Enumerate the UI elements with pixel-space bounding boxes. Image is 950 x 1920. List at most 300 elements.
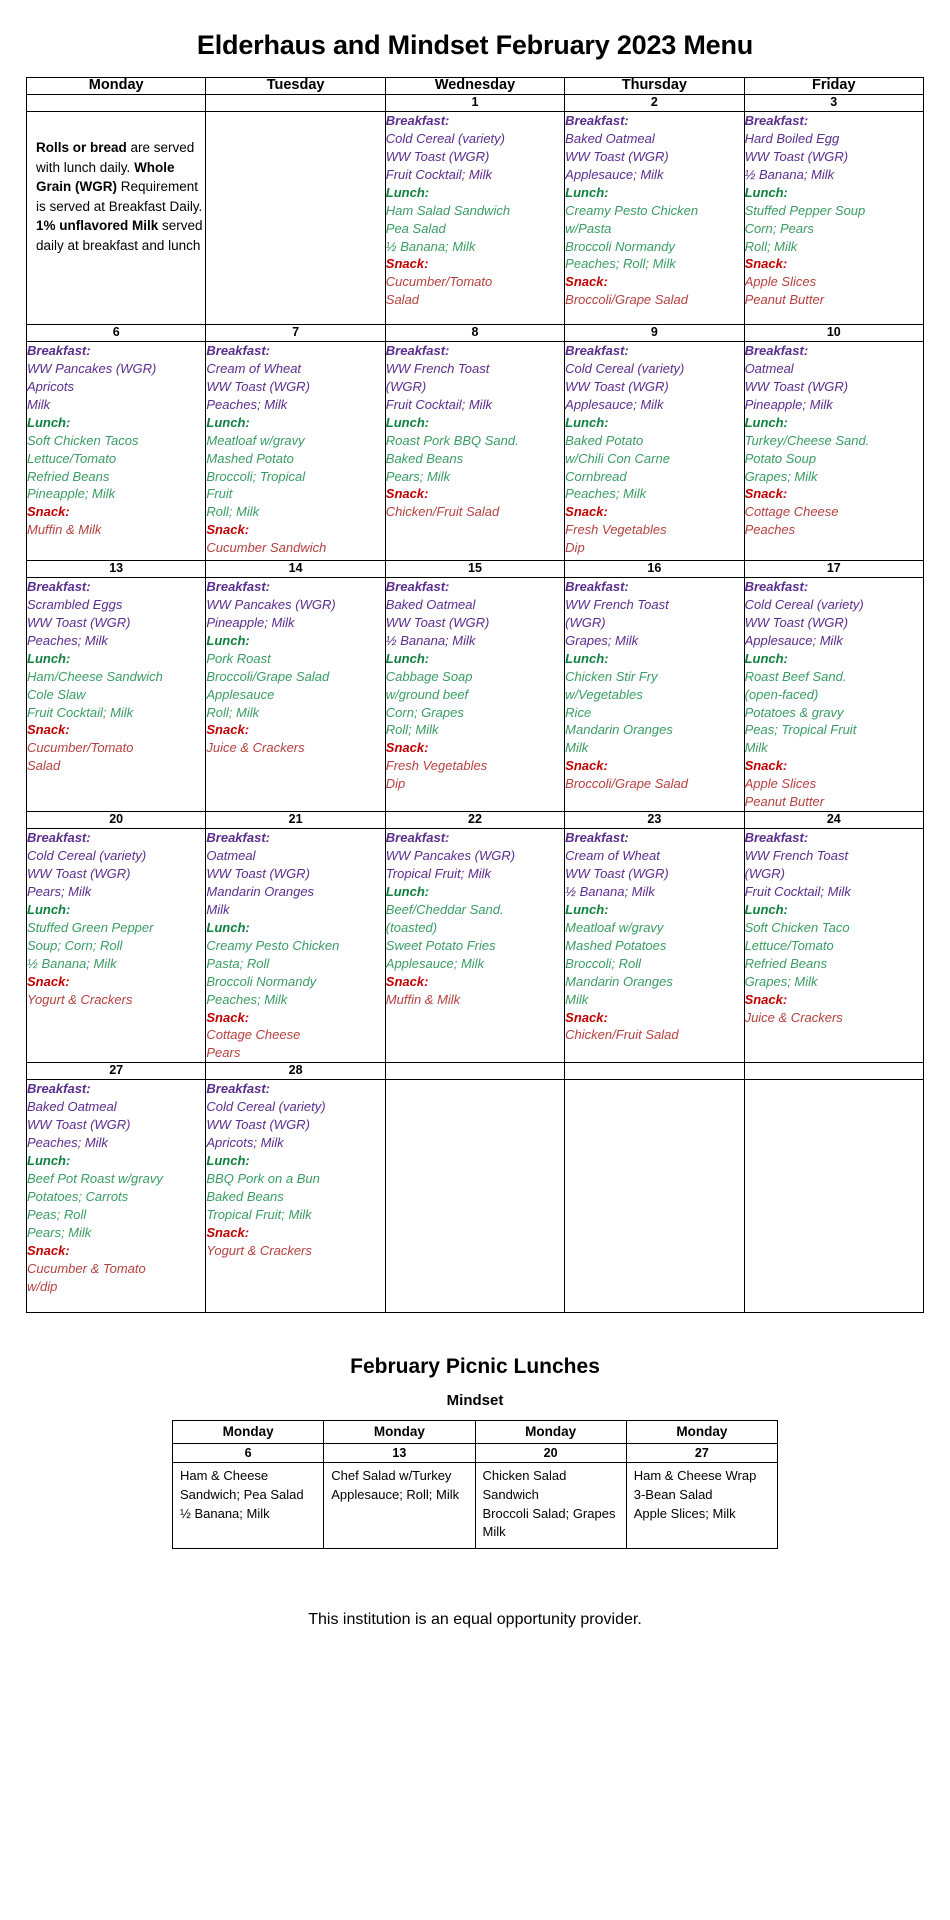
- lunch-item: ½ Banana; Milk: [385, 238, 476, 254]
- date-number-cell: 7: [206, 324, 385, 341]
- snack-label: Snack:: [744, 486, 788, 502]
- breakfast-item: Cold Cereal (variety): [385, 130, 505, 146]
- breakfast-item: Baked Oatmeal: [565, 130, 655, 146]
- breakfast-item: Pineapple; Milk: [744, 396, 833, 412]
- date-number-cell: 2: [565, 94, 744, 111]
- breakfast-item: WW Toast (WGR): [206, 866, 310, 881]
- equal-opportunity-note: This institution is an equal opportunity provider.: [308, 1611, 642, 1629]
- calendar-date-row: [27, 324, 924, 341]
- lunch-block: [386, 883, 564, 973]
- lunch-block: [27, 650, 205, 722]
- snack-label: Snack:: [744, 758, 788, 774]
- lunch-item: Ham/Cheese Sandwich: [27, 668, 163, 684]
- snack-label: Snack:: [385, 740, 429, 756]
- empty-day-cell: [206, 111, 385, 324]
- snack-label: Snack:: [206, 522, 250, 538]
- date-number-cell: 16: [565, 560, 744, 577]
- breakfast-block: [27, 1080, 205, 1152]
- breakfast-block: [27, 342, 205, 414]
- lunch-item: Pasta; Roll: [206, 955, 270, 971]
- snack-item: Dip: [385, 776, 406, 792]
- day-menu-cell: [206, 577, 385, 811]
- snack-block: [386, 739, 564, 793]
- lunch-item: Roll; Milk: [744, 238, 798, 254]
- date-number-cell: [565, 1063, 744, 1080]
- lunch-label: Lunch:: [385, 650, 430, 666]
- snack-item: Yogurt & Crackers: [206, 1242, 312, 1258]
- breakfast-item: WW Toast (WGR): [27, 866, 131, 881]
- lunch-item: Stuffed Pepper Soup: [744, 202, 866, 218]
- breakfast-item: (WGR): [385, 378, 427, 394]
- lunch-label: Lunch:: [206, 414, 250, 430]
- date-number-cell: 22: [385, 812, 564, 829]
- breakfast-item: ½ Banana; Milk: [385, 632, 476, 648]
- breakfast-item: Cream of Wheat: [565, 848, 660, 864]
- lunch-item: Creamy Pesto Chicken: [206, 937, 340, 953]
- picnic-item: Milk: [482, 1524, 506, 1540]
- snack-item: Salad: [27, 758, 61, 774]
- snack-block: [565, 757, 743, 793]
- snack-item: Cucumber & Tomato: [27, 1260, 146, 1276]
- picnic-item: Ham & Cheese: [180, 1468, 269, 1484]
- day-menu-cell: [744, 829, 923, 1063]
- empty-day-cell: [385, 1080, 564, 1313]
- lunch-item: Broccoli/Grape Salad: [206, 668, 330, 684]
- lunch-item: Grapes; Milk: [744, 973, 818, 989]
- lunch-label: Lunch:: [206, 919, 250, 935]
- lunch-block: [565, 414, 743, 504]
- breakfast-item: Cold Cereal (variety): [206, 1099, 326, 1115]
- date-number-cell: 3: [744, 94, 923, 111]
- snack-block: [27, 503, 205, 539]
- calendar-body: [27, 94, 924, 1312]
- picnic-item: Chef Salad w/Turkey: [331, 1468, 452, 1484]
- lunch-item: Ham Salad Sandwich: [385, 202, 511, 218]
- lunch-block: [206, 414, 384, 522]
- lunch-item: Roast Beef Sand.: [744, 668, 847, 684]
- day-menu-cell: [27, 829, 206, 1063]
- picnic-item: ½ Banana; Milk: [180, 1505, 270, 1521]
- snack-block: [745, 757, 923, 811]
- lunch-item: Pears; Milk: [27, 1224, 92, 1240]
- snack-item: Chicken/Fruit Salad: [565, 1027, 679, 1043]
- snack-label: Snack:: [206, 722, 250, 738]
- snack-block: [27, 721, 205, 775]
- day-menu-cell: [565, 341, 744, 560]
- picnic-menu-cell: [626, 1463, 777, 1549]
- breakfast-label: Breakfast:: [206, 1081, 270, 1097]
- lunch-label: Lunch:: [206, 632, 250, 648]
- breakfast-item: ½ Banana; Milk: [565, 883, 655, 899]
- snack-block: [565, 1009, 743, 1045]
- lunch-item: Potatoes & gravy: [744, 704, 844, 720]
- breakfast-item: WW Toast (WGR): [565, 148, 669, 164]
- picnic-menu-cell: [173, 1463, 324, 1549]
- snack-label: Snack:: [744, 991, 788, 1007]
- lunch-label: Lunch:: [206, 1153, 250, 1169]
- day-menu-cell: [385, 829, 564, 1063]
- breakfast-item: Cold Cereal (variety): [565, 360, 685, 376]
- breakfast-label: Breakfast:: [744, 342, 809, 358]
- picnic-menu-cell: [324, 1463, 475, 1549]
- breakfast-block: [206, 1080, 384, 1152]
- lunch-item: Roll; Milk: [385, 722, 439, 738]
- snack-block: [27, 973, 205, 1009]
- breakfast-item: Scrambled Eggs: [27, 596, 123, 612]
- breakfast-item: WW Pancakes (WGR): [385, 848, 516, 864]
- snack-label: Snack:: [565, 758, 608, 774]
- breakfast-item: Grapes; Milk: [565, 632, 639, 648]
- date-number-cell: 20: [27, 812, 206, 829]
- calendar-date-row: [27, 812, 924, 829]
- calendar-date-row: [27, 560, 924, 577]
- snack-label: Snack:: [385, 973, 429, 989]
- date-number-cell: 14: [206, 560, 385, 577]
- snack-label: Snack:: [385, 486, 429, 502]
- picnic-lunches-table: [172, 1420, 778, 1549]
- date-number-cell: 10: [744, 324, 923, 341]
- lunch-label: Lunch:: [27, 414, 71, 430]
- lunch-item: Peas; Tropical Fruit: [744, 722, 857, 738]
- lunch-item: Broccoli; Tropical: [206, 468, 306, 484]
- breakfast-item: Baked Oatmeal: [27, 1099, 117, 1115]
- breakfast-block: [206, 578, 384, 632]
- breakfast-item: WW Toast (WGR): [385, 148, 490, 164]
- date-number-cell: [206, 94, 385, 111]
- snack-label: Snack:: [206, 1009, 250, 1025]
- lunch-item: Peaches; Milk: [206, 991, 288, 1007]
- lunch-item: Potato Soup: [744, 450, 817, 466]
- lunch-item: Milk: [565, 740, 589, 756]
- breakfast-item: Pears; Milk: [27, 883, 92, 899]
- lunch-block: [27, 414, 205, 504]
- lunch-item: Applesauce; Milk: [385, 955, 485, 971]
- lunch-item: Creamy Pesto Chicken: [565, 202, 699, 218]
- breakfast-item: WW Toast (WGR): [206, 378, 310, 394]
- breakfast-label: Breakfast:: [27, 830, 91, 846]
- lunch-item: Meatloaf w/gravy: [565, 919, 664, 935]
- lunch-item: ½ Banana; Milk: [27, 955, 117, 971]
- breakfast-label: Breakfast:: [565, 112, 629, 128]
- picnic-header-row: [173, 1421, 778, 1444]
- page-title: Elderhaus and Mindset February 2023 Menu: [196, 30, 754, 60]
- breakfast-block: [745, 829, 923, 901]
- date-number-cell: 24: [744, 812, 923, 829]
- snack-item: Cottage Cheese: [206, 1027, 301, 1043]
- column-header-friday: Friday: [744, 78, 923, 95]
- lunch-label: Lunch:: [565, 184, 609, 200]
- snack-block: [386, 255, 564, 309]
- breakfast-item: (WGR): [744, 866, 785, 881]
- day-menu-cell: [565, 829, 744, 1063]
- snack-block: [206, 721, 384, 757]
- snack-item: Juice & Crackers: [744, 1009, 843, 1025]
- breakfast-item: Peaches; Milk: [27, 1135, 108, 1151]
- lunch-label: Lunch:: [565, 650, 609, 666]
- lunch-block: [386, 414, 564, 486]
- snack-label: Snack:: [27, 722, 70, 738]
- breakfast-block: [27, 578, 205, 650]
- lunch-item: Mashed Potato: [206, 450, 294, 466]
- lunch-block: [565, 184, 743, 274]
- lunch-block: [745, 414, 923, 486]
- lunch-item: Pork Roast: [206, 650, 271, 666]
- lunch-label: Lunch:: [744, 414, 788, 430]
- picnic-date-3: 20: [475, 1444, 626, 1463]
- breakfast-item: WW Toast (WGR): [385, 614, 490, 630]
- lunch-label: Lunch:: [744, 650, 788, 666]
- day-menu-cell: [27, 341, 206, 560]
- lunch-block: [386, 650, 564, 740]
- lunch-item: w/ground beef: [385, 686, 469, 702]
- snack-label: Snack:: [27, 1242, 70, 1258]
- date-number-cell: 27: [27, 1063, 206, 1080]
- breakfast-item: Apricots: [27, 378, 74, 394]
- breakfast-block: [745, 578, 923, 650]
- snack-item: Cucumber/Tomato: [27, 740, 134, 756]
- lunch-item: Corn; Grapes: [385, 704, 464, 720]
- breakfast-label: Breakfast:: [27, 342, 91, 358]
- breakfast-label: Breakfast:: [744, 830, 809, 846]
- breakfast-item: Cold Cereal (variety): [27, 848, 147, 864]
- day-menu-cell: [565, 111, 744, 324]
- snack-item: Peanut Butter: [744, 292, 825, 308]
- breakfast-item: Oatmeal: [206, 848, 256, 864]
- breakfast-item: Applesauce; Milk: [744, 632, 843, 648]
- lunch-item: Cabbage Soap: [385, 668, 473, 684]
- breakfast-block: [565, 342, 743, 414]
- lunch-block: [206, 632, 384, 722]
- lunch-block: [565, 650, 743, 758]
- date-number-cell: [744, 1063, 923, 1080]
- picnic-subtitle: Mindset: [446, 1392, 504, 1410]
- breakfast-block: [745, 342, 923, 414]
- lunch-item: Turkey/Cheese Sand.: [744, 432, 870, 448]
- lunch-item: Rice: [565, 704, 592, 720]
- snack-item: Broccoli/Grape Salad: [565, 776, 689, 792]
- lunch-item: Broccoli Normandy: [206, 973, 317, 989]
- picnic-item: Sandwich; Pea Salad: [180, 1487, 304, 1503]
- day-menu-cell: [744, 111, 923, 324]
- lunch-block: [745, 184, 923, 256]
- picnic-item: Applesauce; Roll; Milk: [331, 1487, 460, 1503]
- picnic-container: [0, 1420, 950, 1549]
- day-menu-cell: [744, 341, 923, 560]
- snack-item: Cucumber/Tomato: [385, 274, 493, 290]
- snack-block: [206, 1009, 384, 1063]
- breakfast-label: Breakfast:: [385, 830, 450, 846]
- calendar-week-row: [27, 1080, 924, 1313]
- lunch-item: Cole Slaw: [27, 686, 86, 702]
- lunch-label: Lunch:: [385, 414, 430, 430]
- calendar-week-row: [27, 111, 924, 324]
- calendar-date-row: [27, 1063, 924, 1080]
- breakfast-block: [386, 829, 564, 883]
- notes-line-1: Rolls or bread are served with lunch daily.: [36, 139, 195, 175]
- lunch-item: w/Chili Con Carne: [565, 450, 670, 466]
- snack-block: [745, 991, 923, 1027]
- snack-label: Snack:: [385, 256, 429, 272]
- snack-item: Muffin & Milk: [27, 522, 102, 538]
- breakfast-block: [386, 112, 564, 184]
- date-number-cell: 21: [206, 812, 385, 829]
- lunch-item: Pea Salad: [385, 220, 446, 236]
- snack-label: Snack:: [27, 504, 70, 520]
- breakfast-label: Breakfast:: [565, 830, 629, 846]
- snack-item: Fresh Vegetables: [385, 758, 488, 774]
- picnic-item: Chicken Salad Sandwich: [482, 1468, 567, 1503]
- day-menu-cell: [206, 829, 385, 1063]
- empty-day-cell: [744, 1080, 923, 1313]
- snack-label: Snack:: [565, 504, 608, 520]
- lunch-item: Soft Chicken Tacos: [27, 432, 139, 448]
- day-menu-cell: [27, 1080, 206, 1313]
- lunch-item: Roll; Milk: [206, 704, 260, 720]
- picnic-item: Broccoli Salad; Grapes: [482, 1505, 616, 1521]
- snack-item: Yogurt & Crackers: [27, 991, 133, 1007]
- lunch-item: Sweet Potato Fries: [385, 937, 496, 953]
- calendar-week-row: [27, 829, 924, 1063]
- snack-item: Broccoli/Grape Salad: [565, 292, 689, 308]
- lunch-item: Roll; Milk: [206, 504, 260, 520]
- snack-item: Apple Slices: [744, 274, 817, 290]
- lunch-label: Lunch:: [27, 1153, 71, 1169]
- snack-block: [206, 521, 384, 557]
- lunch-item: Refried Beans: [27, 468, 110, 484]
- lunch-item: Tropical Fruit; Milk: [206, 1206, 312, 1222]
- breakfast-item: ½ Banana; Milk: [744, 166, 835, 182]
- notes-line-2: Whole Grain (WGR) Requirement is served at Breakfast Daily.: [36, 159, 203, 214]
- breakfast-block: [565, 578, 743, 650]
- picnic-column-header-2: Monday: [324, 1421, 475, 1444]
- column-header-wednesday: Wednesday: [385, 78, 564, 95]
- breakfast-item: Milk: [27, 396, 51, 412]
- lunch-item: Lettuce/Tomato: [744, 937, 834, 953]
- lunch-item: Peaches; Milk: [565, 486, 647, 502]
- lunch-item: Corn; Pears: [744, 220, 814, 236]
- snack-block: [745, 255, 923, 309]
- breakfast-item: Fruit Cocktail; Milk: [744, 883, 851, 899]
- date-number-cell: 8: [385, 324, 564, 341]
- lunch-item: Refried Beans: [744, 955, 827, 971]
- snack-block: [386, 973, 564, 1009]
- menu-calendar-table: [26, 77, 924, 1313]
- snack-block: [565, 503, 743, 557]
- picnic-date-1: 6: [173, 1444, 324, 1463]
- lunch-item: Mandarin Oranges: [565, 722, 673, 738]
- lunch-item: Mandarin Oranges: [565, 973, 673, 989]
- lunch-label: Lunch:: [565, 901, 609, 917]
- breakfast-item: Hard Boiled Egg: [744, 130, 840, 146]
- calendar-header-row: [27, 78, 924, 95]
- column-header-monday: Monday: [27, 78, 206, 95]
- breakfast-label: Breakfast:: [206, 342, 270, 358]
- breakfast-block: [206, 342, 384, 414]
- breakfast-item: WW Pancakes (WGR): [27, 360, 157, 376]
- day-menu-cell: [385, 577, 564, 811]
- menu-notes-cell: [27, 111, 206, 324]
- lunch-item: Peas; Roll: [27, 1206, 87, 1222]
- lunch-item: Beef/Cheddar Sand.: [385, 901, 504, 917]
- calendar-week-row: [27, 577, 924, 811]
- snack-item: Chicken/Fruit Salad: [385, 504, 500, 520]
- lunch-item: Broccoli; Roll: [565, 955, 642, 971]
- lunch-item: Pineapple; Milk: [27, 486, 116, 502]
- breakfast-item: Applesauce; Milk: [565, 396, 664, 412]
- breakfast-item: Fruit Cocktail; Milk: [385, 166, 492, 182]
- breakfast-block: [565, 112, 743, 184]
- lunch-item: Baked Beans: [206, 1188, 284, 1204]
- lunch-item: Applesauce: [206, 686, 275, 702]
- snack-block: [386, 485, 564, 521]
- lunch-item: Milk: [744, 740, 768, 756]
- lunch-item: Stuffed Green Pepper: [27, 919, 154, 935]
- breakfast-label: Breakfast:: [206, 578, 270, 594]
- snack-block: [27, 1242, 205, 1296]
- date-number-cell: 1: [385, 94, 564, 111]
- breakfast-item: Baked Oatmeal: [385, 596, 476, 612]
- date-number-cell: 17: [744, 560, 923, 577]
- lunch-block: [206, 919, 384, 1009]
- lunch-block: [27, 1152, 205, 1242]
- date-number-cell: [27, 94, 206, 111]
- snack-item: Fresh Vegetables: [565, 522, 667, 538]
- breakfast-item: WW Toast (WGR): [744, 378, 849, 394]
- lunch-item: Fruit Cocktail; Milk: [27, 704, 134, 720]
- picnic-item: Ham & Cheese Wrap: [633, 1468, 757, 1484]
- breakfast-block: [386, 342, 564, 414]
- breakfast-item: WW Pancakes (WGR): [206, 596, 336, 612]
- day-menu-cell: [744, 577, 923, 811]
- snack-item: Peanut Butter: [744, 794, 825, 810]
- breakfast-item: WW French Toast: [744, 848, 849, 864]
- breakfast-item: Applesauce; Milk: [565, 166, 664, 182]
- breakfast-item: Cream of Wheat: [206, 360, 302, 376]
- lunch-label: Lunch:: [744, 184, 788, 200]
- lunch-item: Baked Potato: [565, 432, 644, 448]
- breakfast-label: Breakfast:: [27, 1081, 91, 1097]
- lunch-item: Peaches; Roll; Milk: [565, 256, 676, 272]
- snack-item: Muffin & Milk: [385, 991, 461, 1007]
- snack-item: w/dip: [27, 1278, 58, 1294]
- lunch-block: [27, 901, 205, 973]
- snack-label: Snack:: [565, 1009, 608, 1025]
- day-menu-cell: [385, 111, 564, 324]
- lunch-item: Grapes; Milk: [744, 468, 818, 484]
- lunch-item: Broccoli Normandy: [565, 238, 675, 254]
- date-number-cell: 23: [565, 812, 744, 829]
- picnic-content-row: [173, 1463, 778, 1549]
- breakfast-item: WW Toast (WGR): [27, 1117, 131, 1133]
- breakfast-label: Breakfast:: [385, 578, 450, 594]
- breakfast-item: Cold Cereal (variety): [744, 596, 864, 612]
- lunch-item: Milk: [565, 991, 589, 1007]
- snack-label: Snack:: [744, 256, 788, 272]
- lunch-block: [206, 1152, 384, 1224]
- lunch-label: Lunch:: [565, 414, 609, 430]
- lunch-label: Lunch:: [27, 901, 71, 917]
- breakfast-item: WW Toast (WGR): [744, 148, 849, 164]
- snack-item: Cottage Cheese: [744, 504, 839, 520]
- lunch-item: Soup; Corn; Roll: [27, 937, 123, 953]
- day-menu-cell: [206, 341, 385, 560]
- day-menu-cell: [565, 577, 744, 811]
- lunch-item: Lettuce/Tomato: [27, 450, 117, 466]
- breakfast-label: Breakfast:: [744, 578, 809, 594]
- breakfast-item: WW Toast (WGR): [206, 1117, 310, 1133]
- picnic-date-2: 13: [324, 1444, 475, 1463]
- snack-item: Cucumber Sandwich: [206, 540, 327, 556]
